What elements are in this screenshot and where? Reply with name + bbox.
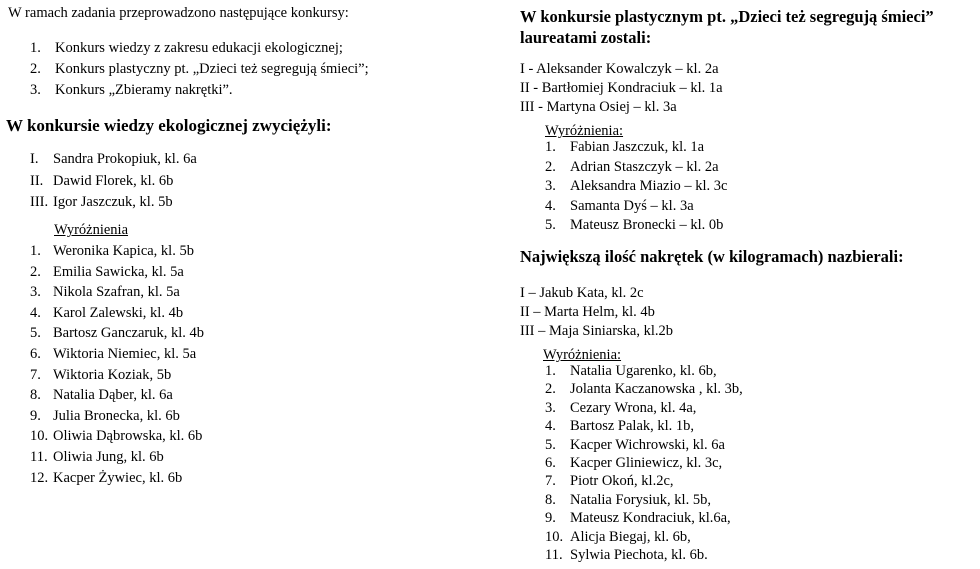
contest-list (30, 38, 470, 101)
list-item-text: Jolanta Kaczanowska , kl. 3b, (570, 381, 743, 398)
list-item (30, 406, 470, 427)
list-item (545, 362, 965, 380)
list-item-number: 6. (30, 345, 41, 362)
list-item-number: II. (30, 172, 44, 189)
knowledge-honors-list (30, 241, 470, 488)
list-item (545, 546, 965, 564)
list-item (30, 282, 470, 303)
list-item-number: 6. (545, 454, 556, 471)
list-item: II - Bartłomiej Kondraciuk – kl. 1a (520, 80, 723, 96)
list-item (30, 323, 470, 344)
list-item-text: Emilia Sawicka, kl. 5a (53, 263, 184, 280)
list-item-text: Kacper Żywiec, kl. 6b (53, 469, 183, 486)
list-item-number: 3. (30, 284, 41, 301)
list-item: III – Maja Siniarska, kl.2b (520, 323, 674, 339)
list-item-text: Aleksandra Miazio – kl. 3c (570, 178, 728, 194)
list-item (545, 177, 965, 197)
list-item-number: III. (30, 194, 49, 210)
list-item (30, 385, 470, 406)
list-item-text: Bartosz Palak, kl. 1b, (570, 418, 695, 435)
list-item-number: 11. (545, 546, 563, 563)
list-item: II – Marta Helm, kl. 4b (520, 304, 655, 320)
list-item-text: Natalia Forysiuk, kl. 5b, (570, 491, 711, 508)
list-item (30, 303, 470, 324)
list-item (30, 365, 470, 386)
list-item (30, 38, 470, 59)
list-item-text: Kacper Wichrowski, kl. 6a (570, 436, 725, 453)
list-item-text: Dawid Florek, kl. 6b (53, 172, 174, 189)
art-contest-heading-line2: laureatami zostali: (520, 28, 652, 47)
list-item-text: Karol Zalewski, kl. 4b (53, 304, 184, 321)
list-item (30, 447, 470, 468)
list-item-number: 7. (545, 473, 556, 490)
knowledge-honors-label: Wyróżnienia (54, 222, 129, 238)
art-contest-heading-line1: W konkursie plastycznym pt. „Dzieci też segregują śmieci” (520, 7, 934, 26)
list-item-number: 8. (30, 387, 41, 404)
list-item (545, 380, 965, 398)
list-item (545, 436, 965, 454)
knowledge-winners-list (30, 149, 470, 214)
list-item-text: Cezary Wrona, kl. 4a, (570, 399, 697, 416)
list-item-text: Piotr Okoń, kl.2c, (570, 473, 674, 490)
list-item: I - Aleksander Kowalczyk – kl. 2a (520, 61, 719, 77)
list-item (545, 158, 965, 178)
list-item-text: Konkurs wiedzy z zakresu edukacji ekologicznej; (55, 40, 343, 56)
list-item-number: 2. (30, 61, 41, 77)
art-honors-list (545, 138, 965, 236)
list-item-text: Igor Jaszczuk, kl. 5b (53, 194, 173, 210)
list-item-text: Mateusz Kondraciuk, kl.6a, (570, 510, 731, 527)
list-item-number: 11. (30, 448, 48, 465)
list-item-number: 2. (30, 263, 41, 280)
caps-honors-list (545, 362, 965, 564)
list-item-number: 1. (545, 139, 556, 155)
list-item-text: Sylwia Piechota, kl. 6b. (570, 546, 708, 563)
caps-contest-heading: Największą ilość nakrętek (w kilogramach) nazbierali: (520, 247, 904, 266)
list-item-number: 8. (545, 491, 556, 508)
list-item-text: Sandra Prokopiuk, kl. 6a (53, 151, 197, 167)
list-item-text: Julia Bronecka, kl. 6b (53, 407, 180, 424)
list-item-text: Kacper Gliniewicz, kl. 3c, (570, 454, 723, 471)
list-item-number: 12. (30, 469, 49, 486)
art-winners-list (520, 60, 723, 117)
list-item-number: 5. (545, 436, 556, 453)
list-item-number: 10. (545, 528, 564, 545)
list-item (545, 491, 965, 509)
list-item-text: Wiktoria Niemiec, kl. 5a (53, 345, 197, 362)
list-item (545, 197, 965, 217)
list-item-number: 9. (545, 510, 556, 527)
list-item-number: 3. (545, 178, 556, 194)
list-item-number: 5. (545, 217, 556, 233)
list-item-number: 4. (545, 197, 556, 214)
list-item-text: Fabian Jaszczuk, kl. 1a (570, 139, 705, 155)
list-item (30, 80, 470, 101)
list-item: I – Jakub Kata, kl. 2c (520, 285, 644, 301)
list-item (30, 192, 470, 214)
list-item-number: 2. (545, 381, 556, 398)
intro-text: W ramach zadania przeprowadzono następujące konkursy: (8, 5, 349, 21)
caps-honors-label: Wyróżnienia: (543, 347, 622, 363)
list-item-number: 4. (30, 304, 41, 321)
list-item (30, 59, 470, 80)
list-item-number: I. (30, 151, 39, 167)
list-item (545, 399, 965, 417)
list-item-text: Nikola Szafran, kl. 5a (53, 284, 180, 301)
list-item (545, 472, 965, 490)
list-item (545, 528, 965, 546)
list-item (30, 241, 470, 262)
list-item (545, 509, 965, 527)
list-item-number: 5. (30, 325, 41, 342)
list-item-text: Natalia Ugarenko, kl. 6b, (570, 363, 717, 379)
list-item-text: Mateusz Bronecki – kl. 0b (570, 217, 724, 233)
list-item-text: Wiktoria Koziak, 5b (53, 366, 172, 383)
list-item (30, 344, 470, 365)
list-item-text: Konkurs „Zbieramy nakrętki”. (55, 82, 233, 98)
list-item-number: 9. (30, 407, 41, 424)
list-item (545, 138, 965, 158)
list-item (545, 454, 965, 472)
list-item: III - Martyna Osiej – kl. 3a (520, 99, 677, 115)
list-item-number: 7. (30, 366, 41, 383)
list-item (545, 417, 965, 435)
list-item-number: 2. (545, 158, 556, 175)
list-item-text: Alicja Biegaj, kl. 6b, (570, 528, 691, 545)
list-item (545, 216, 965, 236)
list-item-number: 1. (545, 363, 556, 379)
art-honors-label: Wyróżnienia: (545, 123, 624, 139)
list-item (30, 149, 470, 171)
list-item-text: Adrian Staszczyk – kl. 2a (570, 158, 719, 175)
list-item (30, 426, 470, 447)
list-item-number: 3. (30, 82, 41, 98)
list-item-number: 10. (30, 428, 49, 445)
list-item-number: 3. (545, 399, 556, 416)
list-item-number: 1. (30, 40, 41, 56)
caps-winners-list (520, 284, 673, 341)
list-item-number: 1. (30, 243, 41, 259)
knowledge-contest-heading: W konkursie wiedzy ekologicznej zwyciężyli: (6, 116, 332, 135)
list-item-text: Samanta Dyś – kl. 3a (570, 197, 694, 214)
list-item-number: 4. (545, 418, 556, 435)
list-item-text: Konkurs plastyczny pt. „Dzieci też segregują śmieci”; (55, 61, 369, 77)
list-item (30, 468, 470, 489)
list-item (30, 262, 470, 283)
list-item-text: Oliwia Jung, kl. 6b (53, 448, 164, 465)
list-item (30, 171, 470, 193)
list-item-text: Bartosz Ganczaruk, kl. 4b (53, 325, 204, 342)
list-item-text: Weronika Kapica, kl. 5b (53, 243, 194, 259)
list-item-text: Oliwia Dąbrowska, kl. 6b (53, 428, 203, 445)
list-item-text: Natalia Dąber, kl. 6a (53, 387, 173, 404)
